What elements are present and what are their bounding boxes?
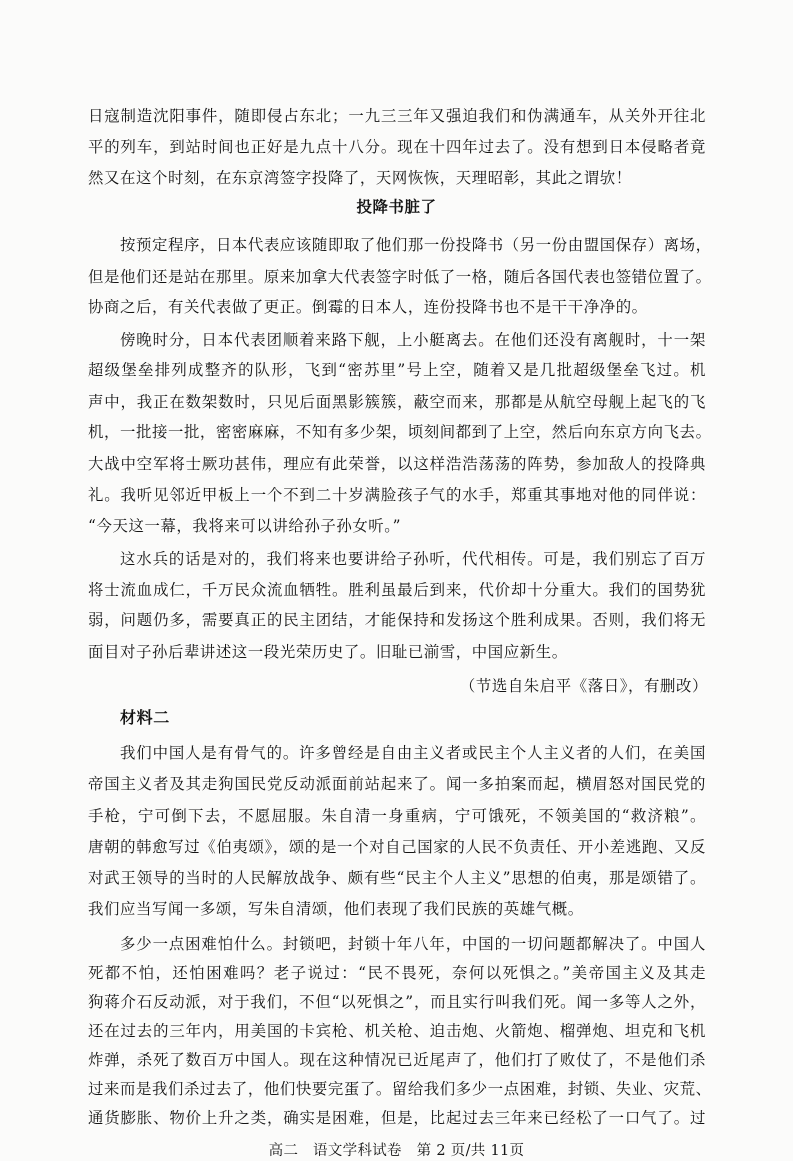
text-line: 礼。我听见邻近甲板上一个不到二十岁满脸孩子气的水手，郑重其事地对他的同伴说： bbox=[88, 486, 706, 504]
text-line: 协商之后，有关代表做了更正。倒霉的日本人，连份投降书也不是干干净净的。 bbox=[88, 298, 648, 316]
text-line: “今天这一幕，我将来可以讲给孙子孙女听。” bbox=[88, 517, 402, 535]
text-line: 将士流血成仁，千万民众流血牺牲。胜利虽最后到来，代价却十分重大。我们的国势犹 bbox=[88, 581, 706, 599]
text-line: 弱，问题仍多，需要真正的民主团结，才能保持和发扬这个胜利成果。否则，我们将无 bbox=[88, 611, 706, 629]
material-heading: 材料二 bbox=[120, 708, 170, 727]
text-line: 然又在这个时刻，在东京湾签字投降了，天网恢恢，天理昭彰，其此之谓欤！ bbox=[88, 169, 632, 187]
text-line: 唐朝的韩愈写过《伯夷颂》，颂的是一个对自己国家的人民不负责任、开小差逃跑、又反 bbox=[88, 838, 706, 856]
text-line: 傍晚时分，日本代表团顺着来路下舰，上小艇离去。在他们还没有离舰时，十一架 bbox=[120, 331, 706, 349]
subheading: 投降书脏了 bbox=[356, 198, 437, 216]
text-line: 帝国主义者及其走狗国民党反动派面前站起来了。闻一多拍案而起，横眉怒对国民党的 bbox=[88, 775, 706, 793]
text-line: 炸弹，杀死了数百万中国人。现在这种情况已近尾声了，他们打了败仗了，不是他们杀 bbox=[88, 1051, 706, 1069]
text-line: 机，一批接一批，密密麻麻，不知有多少架，顷刻间都到了上空，然后向东京方向飞去。 bbox=[88, 423, 712, 441]
text-line: 多少一点困难怕什么。封锁吧，封锁十年八年，中国的一切问题都解决了。中国人 bbox=[120, 935, 706, 953]
text-line: 超级堡垒排列成整齐的队形，飞到“密苏里”号上空，随着又是几批超级堡垒飞过。机 bbox=[88, 361, 706, 379]
text-line: 手枪，宁可倒下去，不愿屈服。朱自清一身重病，宁可饿死，不领美国的“救济粮”。 bbox=[88, 807, 706, 825]
text-line: 日寇制造沈阳事件，随即侵占东北；一九三三年又强迫我们和伪满通车，从关外开往北 bbox=[88, 107, 706, 125]
text-line: 大战中空军将士厥功甚伟，理应有此荣誉，以这样浩浩荡荡的阵势，参加敌人的投降典 bbox=[88, 455, 706, 473]
text-line: 面目对子孙后辈讲述这一段光荣历史了。旧耻已湔雪，中国应新生。 bbox=[88, 643, 568, 661]
text-line: 我们应当写闻一多颂，写朱自清颂，他们表现了我们民族的英雄气概。 bbox=[88, 900, 584, 918]
text-line: 这水兵的话是对的，我们将来也要讲给子孙听，代代相传。可是，我们别忘了百万 bbox=[120, 550, 706, 568]
text-line: 过来而是我们杀过去了，他们快要完蛋了。留给我们多少一点困难，封锁、失业、灾荒、 bbox=[88, 1080, 712, 1098]
text-line: 死都不怕，还怕困难吗？老子说过：“民不畏死，奈何以死惧之。”美帝国主义及其走 bbox=[88, 964, 706, 982]
text-line: 还在过去的三年内，用美国的卡宾枪、机关枪、迫击炮、火箭炮、榴弹炮、坦克和飞机 bbox=[88, 1022, 706, 1040]
text-line: 对武王领导的当时的人民解放战争、颇有些“民主个人主义”思想的伯夷，那是颂错了。 bbox=[88, 869, 706, 887]
text-line: 狗蒋介石反动派，对于我们，不但“以死惧之”，而且实行叫我们死。闻一多等人之外， bbox=[88, 993, 706, 1011]
text-line: 通货膨胀、物价上升之类，确实是困难，但是，比起过去三年来已经松了一口气了。过 bbox=[88, 1109, 706, 1127]
text-line: 按预定程序，日本代表应该随即取了他们那一份投降书（另一份由盟国保存）离场， bbox=[120, 236, 712, 254]
text-line: 平的列车，到站时间也正好是九点十八分。现在十四年过去了。没有想到日本侵略者竟 bbox=[88, 138, 706, 156]
text-line: 我们中国人是有骨气的。许多曾经是自由主义者或民主个人主义者的人们，在美国 bbox=[120, 744, 706, 762]
page-footer: 高二 语文学科试卷 第 2 页/共 11页 bbox=[268, 1143, 525, 1159]
text-line: 声中，我正在数架数时，只见后面黑影簇簇，蔽空而来，那都是从航空母舰上起飞的飞 bbox=[88, 393, 706, 411]
text-line: 但是他们还是站在那里。原来加拿大代表签字时低了一格，随后各国代表也签错位置了。 bbox=[88, 268, 712, 286]
source-note: （节选自朱启平《落日》，有删改） bbox=[459, 677, 708, 695]
